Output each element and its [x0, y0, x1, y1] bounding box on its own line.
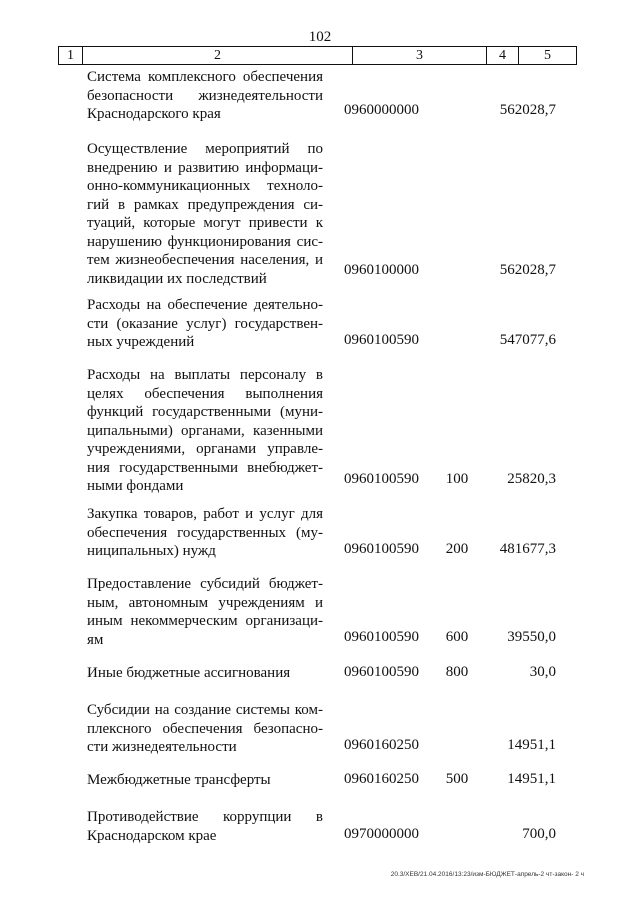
- row-description: Иные бюджетные ассигнования: [87, 665, 291, 681]
- row-code: 0960160250: [344, 737, 419, 753]
- header-col-4: 4: [487, 47, 519, 64]
- row-sum: 39550,0: [507, 629, 556, 645]
- row-description: Субсидии на создание системы ком-плексного обеспечения безопасно-сти жизнедеятельности: [87, 702, 323, 755]
- row-description: Межбюджетные трансферты: [87, 772, 271, 788]
- row-vr: 800: [445, 664, 469, 680]
- document-footer: 20.3/ХЕВ/21.04.2016/13:23/изм-БЮДЖЕТ-апрель-2 чт-закон- 2 ч: [390, 871, 584, 878]
- header-col-1: 1: [59, 47, 83, 64]
- row-description: Расходы на обеспечение деятельно-сти (оказание услуг) государствен-ных учреждений: [87, 297, 323, 350]
- row-description: Противодействие коррупции в Краснодарском крае: [87, 809, 323, 844]
- row-sum: 30,0: [529, 664, 556, 680]
- row-sum: 547077,6: [499, 332, 556, 348]
- row-description: Закупка товаров, работ и услуг для обеспечения государственных (му-ниципальных) нужд: [87, 506, 323, 559]
- row-code: 0960100590: [344, 471, 419, 487]
- row-code: 0960100590: [344, 332, 419, 348]
- row-sum: 25820,3: [507, 471, 556, 487]
- row-description: Осуществление мероприятий по внедрению и развитию информаци-онно-коммуникационных техноло-гий в рамках предупреждения си-туаций, которые могут привести к нарушению функционирования сис-тем жизнеобеспечения населения, и ликвидации их последствий: [87, 141, 323, 287]
- row-vr: 200: [445, 541, 469, 557]
- row-description: Расходы на выплаты персоналу в целях обеспечения выполнения функций государственными (муни-ципальными) органами, казенными учреждениями, органами управле-ния государственными внебюджет-ными фондами: [87, 367, 323, 494]
- table-header: [58, 46, 577, 65]
- row-code: 0960100000: [344, 262, 419, 278]
- row-code: 0960000000: [344, 102, 419, 118]
- row-code: 0960100590: [344, 629, 419, 645]
- row-sum: 700,0: [522, 826, 556, 842]
- row-sum: 562028,7: [499, 102, 556, 118]
- row-vr: 500: [445, 771, 469, 787]
- row-vr: 600: [445, 629, 469, 645]
- page-number: 102: [308, 29, 332, 45]
- header-col-2: 2: [83, 47, 353, 64]
- row-sum: 481677,3: [499, 541, 556, 557]
- row-code: 0960160250: [344, 771, 419, 787]
- header-col-5: 5: [544, 48, 551, 63]
- row-description: Система комплексного обеспечения безопасности жизнедеятельности Краснодарского края: [87, 69, 323, 122]
- row-code: 0960100590: [344, 541, 419, 557]
- row-vr: 100: [445, 471, 469, 487]
- row-sum: 14951,1: [507, 737, 556, 753]
- header-col-3: 3: [353, 47, 487, 64]
- row-sum: 14951,1: [507, 771, 556, 787]
- row-description: Предоставление субсидий бюджет-ным, автономным учреждениям и иным некоммерческим организаци-ям: [87, 576, 323, 648]
- row-sum: 562028,7: [499, 262, 556, 278]
- row-code: 0970000000: [344, 826, 419, 842]
- row-code: 0960100590: [344, 664, 419, 680]
